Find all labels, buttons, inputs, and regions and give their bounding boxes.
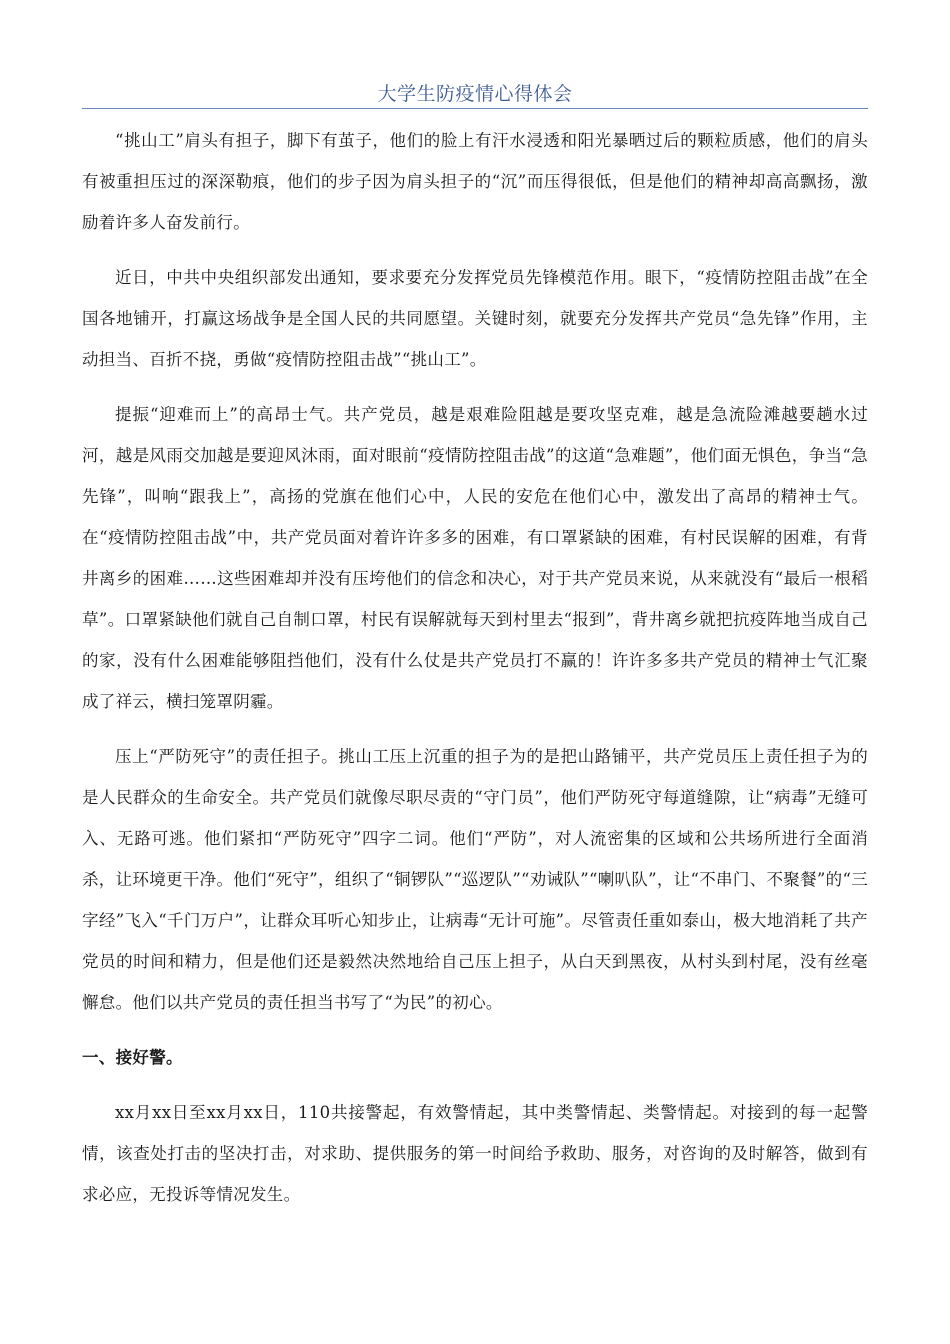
- section-heading: 一、接好警。: [82, 1048, 183, 1067]
- paragraph-notice: 近日，中共中央组织部发出通知，要求要充分发挥党员先锋模范作用。眼下，“疫情防控阻击战”在全国各地铺开，打赢这场战争是全国人民的共同愿望。关键时刻，就要充分发挥共产党员“急先锋”作用，主动担当、百折不挠，勇做“疫情防控阻击战”“挑山工”。: [82, 268, 868, 369]
- paragraph-responsibility: 压上“严防死守”的责任担子。挑山工压上沉重的担子为的是把山路铺平，共产党员压上责任担子为的是人民群众的生命安全。共产党员们就像尽职尽责的“守门员”，他们严防死守每道缝隙，让“病毒”无缝可入、无路可逃。他们紧扣“严防死守”四字二词。他们“严防”，对人流密集的区域和公共场所进行全面消杀，让环境更干净。他们“死守”，组织了“铜锣队”“巡逻队”“劝诫队”“喇叭队”，让“不串门、不聚餐”的“三字经”飞入“千门万户”，让群众耳听心知步止，让病毒“无计可施”。尽管责任重如泰山，极大地消耗了共产党员的时间和精力，但是他们还是毅然决然地给自己压上担子，从白天到黑夜，从村头到村尾，没有丝毫懈怠。他们以共产党员的责任担当书写了“为民”的初心。: [82, 747, 868, 1012]
- document-title: 大学生防疫情心得体会: [377, 83, 573, 105]
- section-paragraph: xx月xx日至xx月xx日，110共接警起，有效警情起，其中类警情起、类警情起。对接到的每一起警情，该查处打击的坚决打击，对求助、提供服务的第一时间给予救助、服务，对咨询的及时解答，做到有求必应，无投诉等情况发生。: [82, 1103, 868, 1204]
- document-body: [82, 120, 868, 1229]
- paragraph-morale: 提振“迎难而上”的高昂士气。共产党员，越是艰难险阻越是要攻坚克难，越是急流险滩越要趟水过河，越是风雨交加越是要迎风沐雨，面对眼前“疫情防控阻击战”的这道“急难题”，他们面无惧色，争当“急先锋”，叫响“跟我上”，高扬的党旗在他们心中，人民的安危在他们心中，激发出了高昂的精神士气。在“疫情防控阻击战”中，共产党员面对着许许多多的困难，有口罩紧缺的困难，有村民误解的困难，有背井离乡的困难……这些困难却并没有压垮他们的信念和决心，对于共产党员来说，从来就没有“最后一根稻草”。口罩紧缺他们就自己自制口罩，村民有误解就每天到村里去“报到”，背井离乡就把抗疫阵地当成自己的家，没有什么困难能够阻挡他们，没有什么仗是共产党员打不赢的！许许多多共产党员的精神士气汇聚成了祥云，横扫笼罩阴霾。: [82, 405, 868, 711]
- paragraph-tiaoshangong: “挑山工”肩头有担子，脚下有茧子，他们的脸上有汗水浸透和阳光暴晒过后的颗粒质感，他们的肩头有被重担压过的深深勒痕，他们的步子因为肩头担子的“沉”而压得很低，但是他们的精神却高高飘扬，激励着许多人奋发前行。: [82, 131, 868, 232]
- title-underline: [82, 108, 868, 109]
